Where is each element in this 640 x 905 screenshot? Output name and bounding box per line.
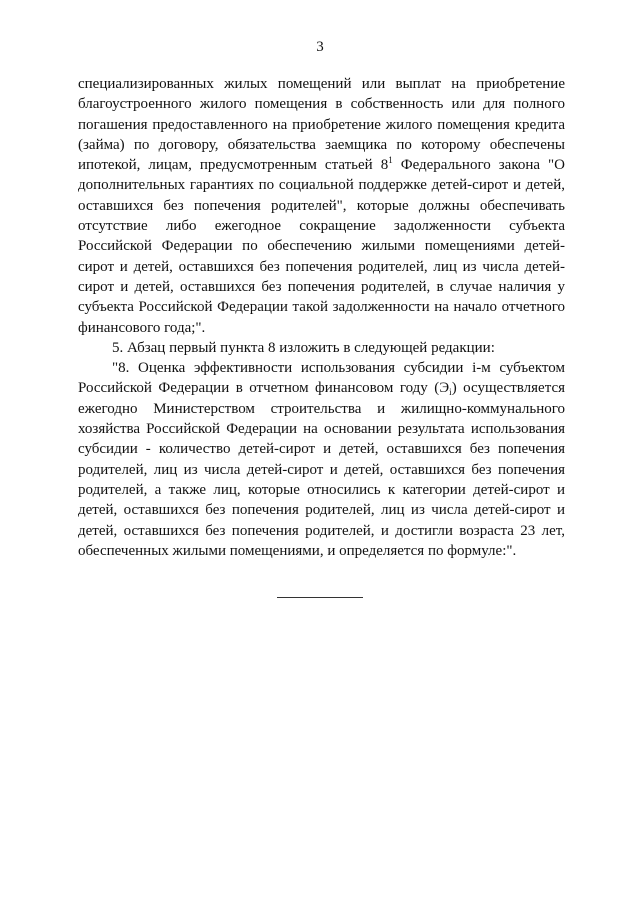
document-body [78,74,565,561]
paragraph-text: "8. Оценка эффективности использования субсидии i-м субъектом Российской Федерации в отчетном финансовом году (Э [78,360,565,397]
paragraph-amendment-item: 5. Абзац первый пункта 8 изложить в следующей редакции: [112,339,495,356]
paragraph-amended-clause [78,358,565,561]
paragraph-continuation [78,74,565,338]
paragraph-text: специализированных жилых помещений или выплат на приобретение благоустроенного жилого помещения в собственность или для полного погашения предоставленного на приобретение жилого помещения кредита (займа) по договору, обязательства заемщика по которому обеспечены ипотекой, лицам, предусмотренным статьей 8 [78,76,565,174]
page-number: 3 [316,39,324,55]
paragraph-text: Федерального закона "О дополнительных гарантиях по социальной поддержке детей-сирот и детей, оставшихся без попечения родителей", которые должны обеспечивать отсутствие либо ежегодное сокращение задолженности субъекта Российской Федерации по обеспечению жилыми помещениями детей-сирот и детей, оставшихся без попечения родителей, лиц из числа детей-сирот и детей, оставшихся без попечения родителей, в случае наличия у субъекта Российской Федерации такой задолженности на начало отчетного финансового года;". [78,157,566,336]
end-divider-line [277,597,363,598]
superscript-marker: 1 [388,155,393,166]
paragraph-text: ) осуществляется ежегодно Министерством строительства и жилищно-коммунального хозяйства Российской Федерации на основании результата использования субсидии - количество детей-сирот и детей, оставшихся без попечения родителей, лиц из числа детей-сирот и детей, оставшихся без попечения родителей, а также лиц, которые относились к категории детей-сирот и детей, оставшихся без попечения родителей, лиц из числа детей-сирот и детей, оставшихся без попечения родителей, и достигли возраста 23 лет, обеспеченных жилыми помещениями, и определяется по формуле:". [78,380,565,559]
subscript-index: i [449,387,452,398]
